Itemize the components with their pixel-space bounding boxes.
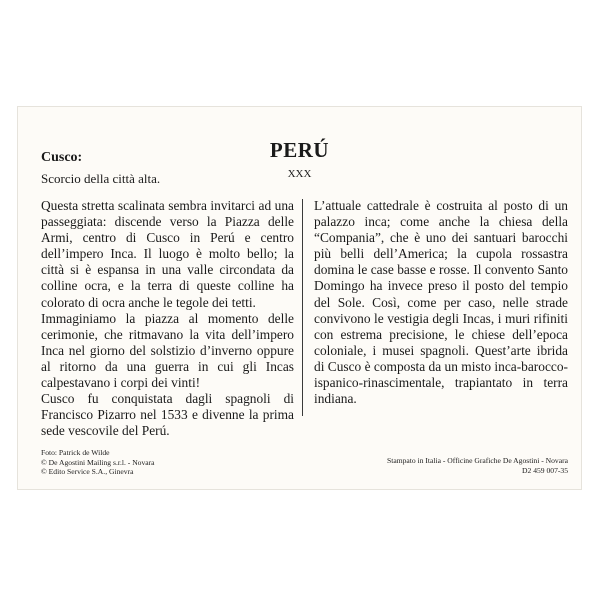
series-number: XXX [287, 168, 312, 180]
place-description: Scorcio della città alta. [41, 171, 161, 186]
paragraph: Cusco fu conquistata dagli spagnoli di Francisco Pizarro nel 1533 e divenne la prima sede vescovile del Perú. [41, 391, 294, 439]
printer-info [387, 456, 568, 475]
copyright-line: © Edito Service S.A., Ginevra [41, 467, 134, 476]
credits [41, 448, 155, 477]
page-title: PERÚ [269, 138, 330, 162]
text-column-left [41, 198, 294, 439]
column-divider [302, 199, 303, 416]
text-column-right [314, 198, 568, 407]
paragraph: Immaginiamo la piazza al momento delle cerimonie, che ritmavano la vita dell’impero Inca nel giorno del solstizio d’inverno oppure al ritorno da una guerra in cui gli Incas calpestavano i corpi dei vinti! [41, 310, 294, 391]
place-name: Cusco: [41, 150, 83, 165]
photo-credit: Foto: Patrick de Wilde [41, 448, 110, 457]
product-code: D2 459 007-35 [522, 465, 568, 475]
copyright-line: © De Agostini Mailing s.r.l. - Novara [41, 457, 155, 467]
postcard-back [18, 107, 581, 489]
paragraph: Questa stretta scalinata sembra invitarci ad una passeggiata: discende verso la Piazza delle Armi, centro di Cusco in Perú e centro dell’impero Inca. Il luogo è molto bello; la città si è espansa in una valle circondata da colline ocra, e la terra di queste colline ha colorato di ocra anche le tegole dei tetti. [41, 198, 294, 310]
printed-in: Stampato in Italia - Officine Grafiche De Agostini - Novara [387, 456, 568, 465]
paragraph: L’attuale cattedrale è costruita al posto di un palazzo inca; come anche la chiesa della “Compania”, che è uno dei santuari barocchi più belli dell’America; la cupola rossastra domina le case basse e rosse. Il convento Santo Domingo ha invece preso il posto del tempio del Sole. Così, come per caso, nelle strade convivono le vestigia degli Incas, i muri rifiniti con estrema precisione, le chiese dell’epoca coloniale, i musei spagnoli. Quest’arte ibrida di Cusco è composta da un misto inca-barocco-ispanico-rinascimentale, trapiantato in terra indiana. [314, 198, 568, 407]
